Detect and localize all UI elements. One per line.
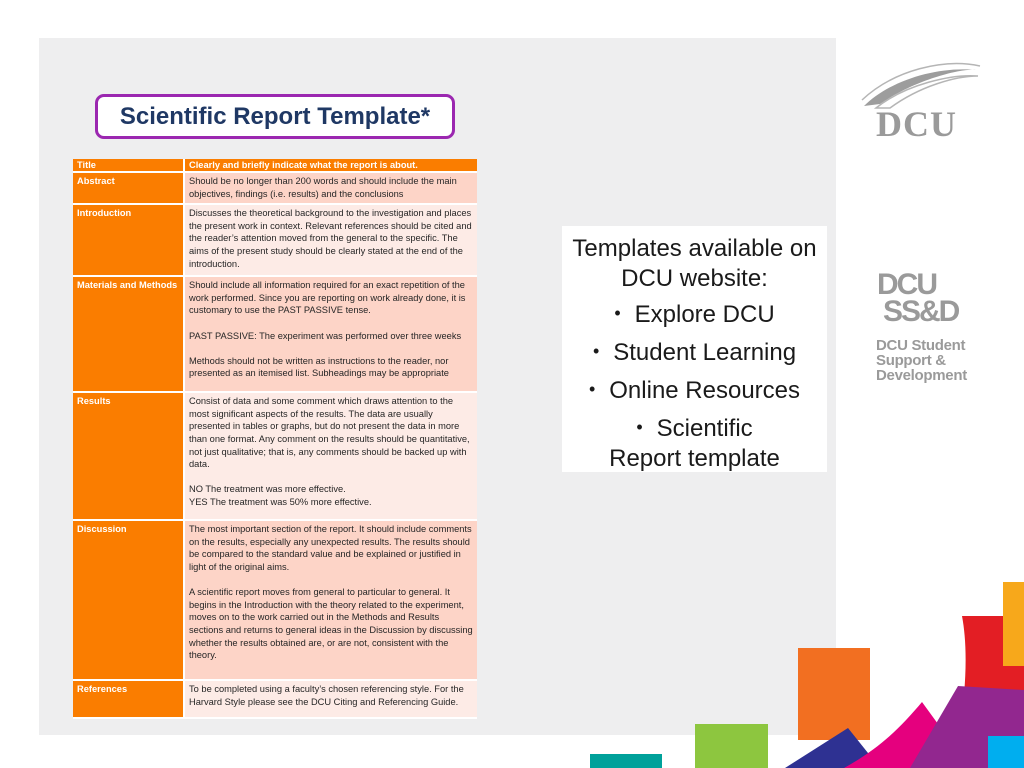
section-description-paragraph: Discusses the theoretical background to the investigation and places the present work in context. Relevant references should be cited and the reader’s attention moved from the general to the specific. The aims of the present study should be clearly stated at the end of the introduction. [189, 208, 472, 269]
info-list-item [562, 298, 827, 330]
info-list-item-label: Online Resources [609, 377, 801, 404]
section-description-cell [184, 276, 477, 392]
section-label-cell: Abstract [73, 172, 184, 204]
bullet-icon: • [614, 303, 621, 323]
table-row [73, 276, 477, 392]
section-description-paragraph: PAST PASSIVE: The experiment was performed over three weeks [189, 330, 462, 341]
info-list-item [562, 374, 827, 406]
deco-green-rect [695, 724, 768, 768]
section-description-paragraph: Consist of data and some comment which draws attention to the most significant aspects of the results. The data are usually presented in tables or graphs, but do not present the data in more than one format. Any comment on the results should be quantitative, not just qualitative; that is, any comments should be backed up with data. [189, 396, 470, 470]
section-label-cell: References [73, 680, 184, 718]
section-label-cell: Materials and Methods [73, 276, 184, 392]
section-description-cell [184, 680, 477, 718]
slide-title: Scientific Report Template* [119, 102, 431, 130]
section-description-paragraph: Methods should not be written as instructions to the reader, nor presented as an itemised list. Subheadings may be appropriate [189, 355, 449, 379]
section-description-paragraph: Should be no longer than 200 words and should include the main objectives, findings (i.e. results) and the conclusions [189, 176, 457, 199]
section-label-cell: Introduction [73, 204, 184, 276]
ssd-logo-line2 [883, 297, 958, 327]
info-list-item-label: Scientific Report template [609, 415, 780, 472]
section-description-cell [184, 520, 477, 680]
decorative-shapes [580, 578, 1024, 768]
deco-cyan-rect [988, 736, 1024, 768]
table-row [73, 680, 477, 718]
info-list [562, 298, 827, 474]
deco-teal-rect [590, 754, 662, 768]
ssd-logo-ssd-text: SS&D [883, 295, 959, 328]
info-heading: Templates available on DCU website: [572, 235, 817, 292]
ssd-logo-caption: DCU Student Support & Development [876, 337, 967, 384]
section-description-paragraph: NO The treatment was more effective. YES The treatment was 50% more effective. [189, 484, 372, 507]
report-template-table [73, 159, 477, 719]
info-list-item-label: Student Learning [613, 339, 797, 366]
section-label-cell: Discussion [73, 520, 184, 680]
info-list-item-label: Explore DCU [634, 301, 775, 328]
dcu-logo-text: DCU [876, 104, 957, 142]
table-header-row [73, 159, 477, 172]
templates-info-box [562, 226, 827, 472]
header-label-cell: Title [73, 159, 184, 172]
bullet-icon: • [636, 417, 643, 437]
ssd-logo-dcu-text: DCU [877, 268, 936, 301]
table-row [73, 392, 477, 520]
section-description-cell [184, 172, 477, 204]
table-row [73, 172, 477, 204]
info-list-item [562, 336, 827, 368]
section-label-cell: Results [73, 392, 184, 520]
title-box [95, 94, 455, 139]
section-description-cell [184, 204, 477, 276]
table-row [73, 520, 477, 680]
table-row [73, 204, 477, 276]
section-description-paragraph: Should include all information required for an exact repetition of the work performed. Since you are reporting on work already done, it is customary to use the PAST PASSIVE tense. [189, 280, 466, 316]
section-description-paragraph: To be completed using a faculty’s chosen referencing style. For the Harvard Style please see the DCU Citing and Referencing Guide. [189, 684, 464, 707]
section-description-paragraph: The most important section of the report. It should include comments on the results, especially any unexpected results. The results should be compared to the standard value and be explained or justified in light of the original aims. [189, 524, 472, 572]
section-description-paragraph: A scientific report moves from general to particular to general. It begins in the Introduction with the theory related to the experiment, moves on to the work carried out in the Methods and Results sections and returns to general ideas in the Discussion by discussing whether the results obtained are, or are not, consistent with the theory. [189, 587, 473, 661]
header-desc-cell: Clearly and briefly indicate what the report is about. [184, 159, 477, 172]
section-description-cell [184, 392, 477, 520]
info-list-item [562, 412, 827, 474]
dcu-swoosh-icon [864, 69, 976, 106]
bullet-icon: • [588, 379, 596, 399]
deco-yellow-rect [1003, 582, 1024, 666]
ssd-logo [876, 270, 986, 390]
dcu-logo [860, 60, 982, 142]
deco-orange-rect [798, 648, 870, 740]
bullet-icon: • [592, 341, 600, 361]
